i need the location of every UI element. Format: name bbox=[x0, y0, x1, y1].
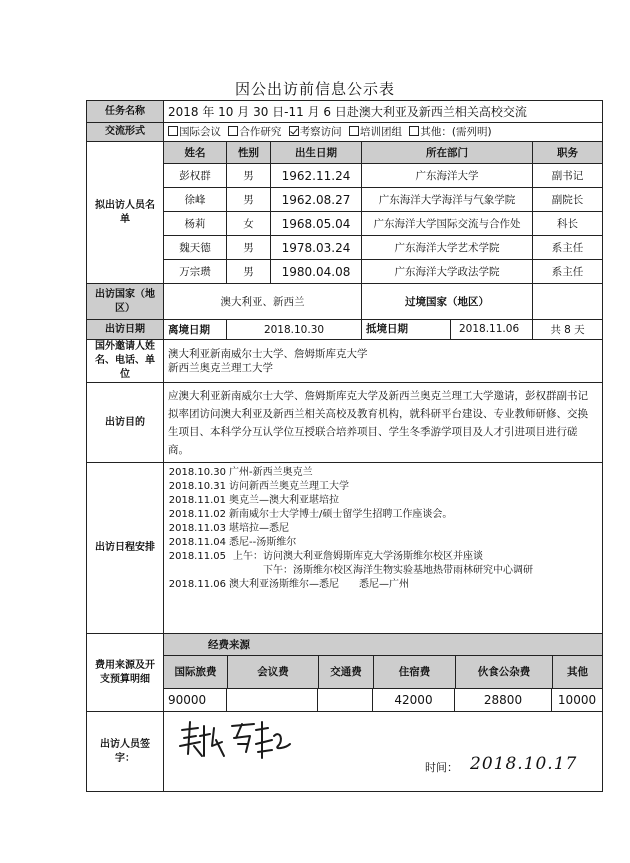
option-research[interactable]: 合作研究 bbox=[228, 126, 281, 138]
schedule-item: 2018.11.01 奥克兰—澳大利亚堪培拉 bbox=[168, 495, 339, 506]
schedule-item: 2018.10.30 广州-新西兰奥克兰 bbox=[168, 467, 313, 478]
total-days: 共 8 天 bbox=[533, 320, 603, 340]
member-birth: 1980.04.08 bbox=[271, 260, 362, 284]
member-dept: 广东海洋大学艺术学院 bbox=[362, 236, 533, 260]
member-birth: 1978.03.24 bbox=[271, 236, 362, 260]
option-visit[interactable]: 考察访问 bbox=[289, 126, 342, 138]
budget-value bbox=[318, 689, 373, 711]
dates-label: 出访日期 bbox=[87, 320, 164, 340]
arrive-label: 抵境日期 bbox=[366, 323, 408, 335]
member-name: 彭权群 bbox=[164, 164, 227, 188]
budget-value: 42000 bbox=[373, 689, 455, 711]
inviter-cell bbox=[164, 340, 603, 383]
member-row bbox=[87, 164, 603, 188]
form-type-options bbox=[164, 123, 603, 142]
inviter-line-2: 新西兰奥克兰理工大学 bbox=[168, 362, 273, 374]
form-type-label: 交流形式 bbox=[87, 123, 164, 142]
member-position: 科长 bbox=[533, 212, 603, 236]
schedule-item: 下午：汤斯维尔校区海洋生物实验基地热带雨林研究中心调研 bbox=[263, 565, 533, 576]
member-birth: 1968.05.04 bbox=[271, 212, 362, 236]
country-row bbox=[87, 284, 603, 320]
signature-date: 2018.10.17 bbox=[470, 754, 578, 774]
member-gender: 女 bbox=[227, 212, 271, 236]
arrive-value: 2018.11.06 bbox=[450, 320, 519, 339]
member-name: 万宗瓒 bbox=[164, 260, 227, 284]
budget-header: 交通费 bbox=[319, 656, 374, 688]
member-birth: 1962.11.24 bbox=[271, 164, 362, 188]
member-row bbox=[87, 236, 603, 260]
budget-header: 会议费 bbox=[228, 656, 319, 688]
header-dept: 所在部门 bbox=[362, 142, 533, 164]
schedule-row bbox=[87, 463, 603, 634]
research-checkbox[interactable] bbox=[228, 126, 238, 136]
member-gender: 男 bbox=[227, 164, 271, 188]
depart-value: 2018.10.30 bbox=[227, 320, 362, 340]
header-position: 职务 bbox=[533, 142, 603, 164]
budget-value: 90000 bbox=[164, 689, 227, 711]
members-label: 拟出访人员名单 bbox=[87, 142, 164, 284]
schedule-item: 2018.11.02 新南威尔士大学博士/硕士留学生招聘工作座谈会。 bbox=[168, 509, 453, 520]
visit-checkbox[interactable] bbox=[289, 126, 299, 136]
task-label: 任务名称 bbox=[87, 101, 164, 123]
purpose-text: 应澳大利亚新南威尔士大学、詹姆斯库克大学及新西兰奥克兰理工大学邀请，彭权群副书记拟率团访问澳大利亚及新西兰相关高校及教育机构，就科研平台建设、专业教师研修、交换生项目、本科学分互认学位互授联合培养项目、学生冬季游学项目及人才引进项目进行磋商。 bbox=[164, 383, 603, 463]
schedule-item: 2018.11.05 上午：访问澳大利亚詹姆斯库克大学汤斯维尔校区并座谈 bbox=[168, 551, 483, 562]
member-name: 魏天德 bbox=[164, 236, 227, 260]
member-gender: 男 bbox=[227, 188, 271, 212]
member-position: 副院长 bbox=[533, 188, 603, 212]
budget-header: 住宿费 bbox=[374, 656, 456, 688]
purpose-label: 出访目的 bbox=[87, 383, 164, 463]
time-label: 时间： bbox=[425, 761, 458, 774]
option-conference[interactable]: 国际会议 bbox=[168, 126, 221, 138]
member-name: 徐峰 bbox=[164, 188, 227, 212]
member-birth: 1962.08.27 bbox=[271, 188, 362, 212]
inviter-label: 国外邀请人姓名、电话、单位 bbox=[87, 340, 164, 383]
header-name: 姓名 bbox=[164, 142, 227, 164]
member-name: 杨莉 bbox=[164, 212, 227, 236]
budget-values-row bbox=[87, 689, 603, 712]
budget-value: 28800 bbox=[455, 689, 552, 711]
member-position: 系主任 bbox=[533, 260, 603, 284]
budget-value: 10000 bbox=[557, 693, 597, 707]
member-position: 副书记 bbox=[533, 164, 603, 188]
country-value: 澳大利亚、新西兰 bbox=[164, 284, 362, 320]
budget-value bbox=[227, 689, 318, 711]
budget-header: 伙食公杂费 bbox=[456, 656, 553, 688]
task-value: 2018 年 10 月 30 日-11 月 6 日赴澳大利亚及新西兰相关高校交流 bbox=[164, 101, 603, 123]
member-gender: 男 bbox=[227, 260, 271, 284]
depart-label: 离境日期 bbox=[164, 320, 227, 340]
task-row bbox=[87, 101, 603, 123]
dates-row bbox=[87, 320, 603, 340]
member-gender: 男 bbox=[227, 236, 271, 260]
option-other[interactable]: 其他：(需列明) bbox=[409, 126, 491, 138]
budget-values-cell bbox=[164, 689, 603, 712]
page-title: 因公出访前信息公示表 bbox=[234, 80, 395, 98]
handwritten-signature bbox=[176, 716, 296, 766]
budget-header-row bbox=[87, 656, 603, 689]
member-dept: 广东海洋大学 bbox=[362, 164, 533, 188]
form-type-row bbox=[87, 123, 603, 142]
member-dept: 广东海洋大学海洋与气象学院 bbox=[362, 188, 533, 212]
members-header-row bbox=[87, 142, 603, 164]
member-dept: 广东海洋大学国际交流与合作处 bbox=[362, 212, 533, 236]
budget-label: 费用来源及开支预算明细 bbox=[87, 634, 164, 712]
budget-source-row bbox=[87, 634, 603, 656]
schedule-item: 2018.11.06 澳大利亚汤斯维尔—悉尼 悉尼—广州 bbox=[168, 579, 409, 590]
signature-label: 出访人员签字： bbox=[87, 712, 164, 792]
member-dept: 广东海洋大学政法学院 bbox=[362, 260, 533, 284]
member-row bbox=[87, 188, 603, 212]
purpose-row bbox=[87, 383, 603, 463]
member-position: 系主任 bbox=[533, 236, 603, 260]
schedule-list bbox=[164, 463, 603, 634]
inviter-row bbox=[87, 340, 603, 383]
signature-row bbox=[87, 712, 603, 792]
header-gender: 性别 bbox=[227, 142, 271, 164]
budget-header: 国际旅费 bbox=[164, 656, 228, 688]
transit-label: 过境国家（地区） bbox=[362, 284, 533, 320]
arrive-cell bbox=[362, 320, 533, 340]
budget-header: 其他 bbox=[553, 656, 602, 688]
schedule-item: 2018.11.04 悉尼--汤斯维尔 bbox=[168, 537, 297, 548]
training-checkbox[interactable] bbox=[349, 126, 359, 136]
country-label: 出访国家（地区） bbox=[87, 284, 164, 320]
schedule-label: 出访日程安排 bbox=[87, 463, 164, 634]
budget-source-label: 经费来源 bbox=[164, 634, 603, 656]
transit-value bbox=[533, 284, 603, 320]
member-row bbox=[87, 212, 603, 236]
other-checkbox[interactable] bbox=[409, 126, 419, 136]
budget-header-cell bbox=[164, 656, 603, 689]
schedule-item: 2018.10.31 访问新西兰奥克兰理工大学 bbox=[168, 481, 349, 492]
member-row bbox=[87, 260, 603, 284]
option-training[interactable]: 培训团组 bbox=[349, 126, 402, 138]
info-form bbox=[86, 100, 603, 792]
inviter-line-1: 澳大利亚新南威尔士大学、詹姆斯库克大学 bbox=[168, 348, 368, 360]
conference-checkbox[interactable] bbox=[168, 126, 178, 136]
header-birth: 出生日期 bbox=[271, 142, 362, 164]
schedule-item: 2018.11.03 堪培拉—悉尼 bbox=[168, 523, 289, 534]
